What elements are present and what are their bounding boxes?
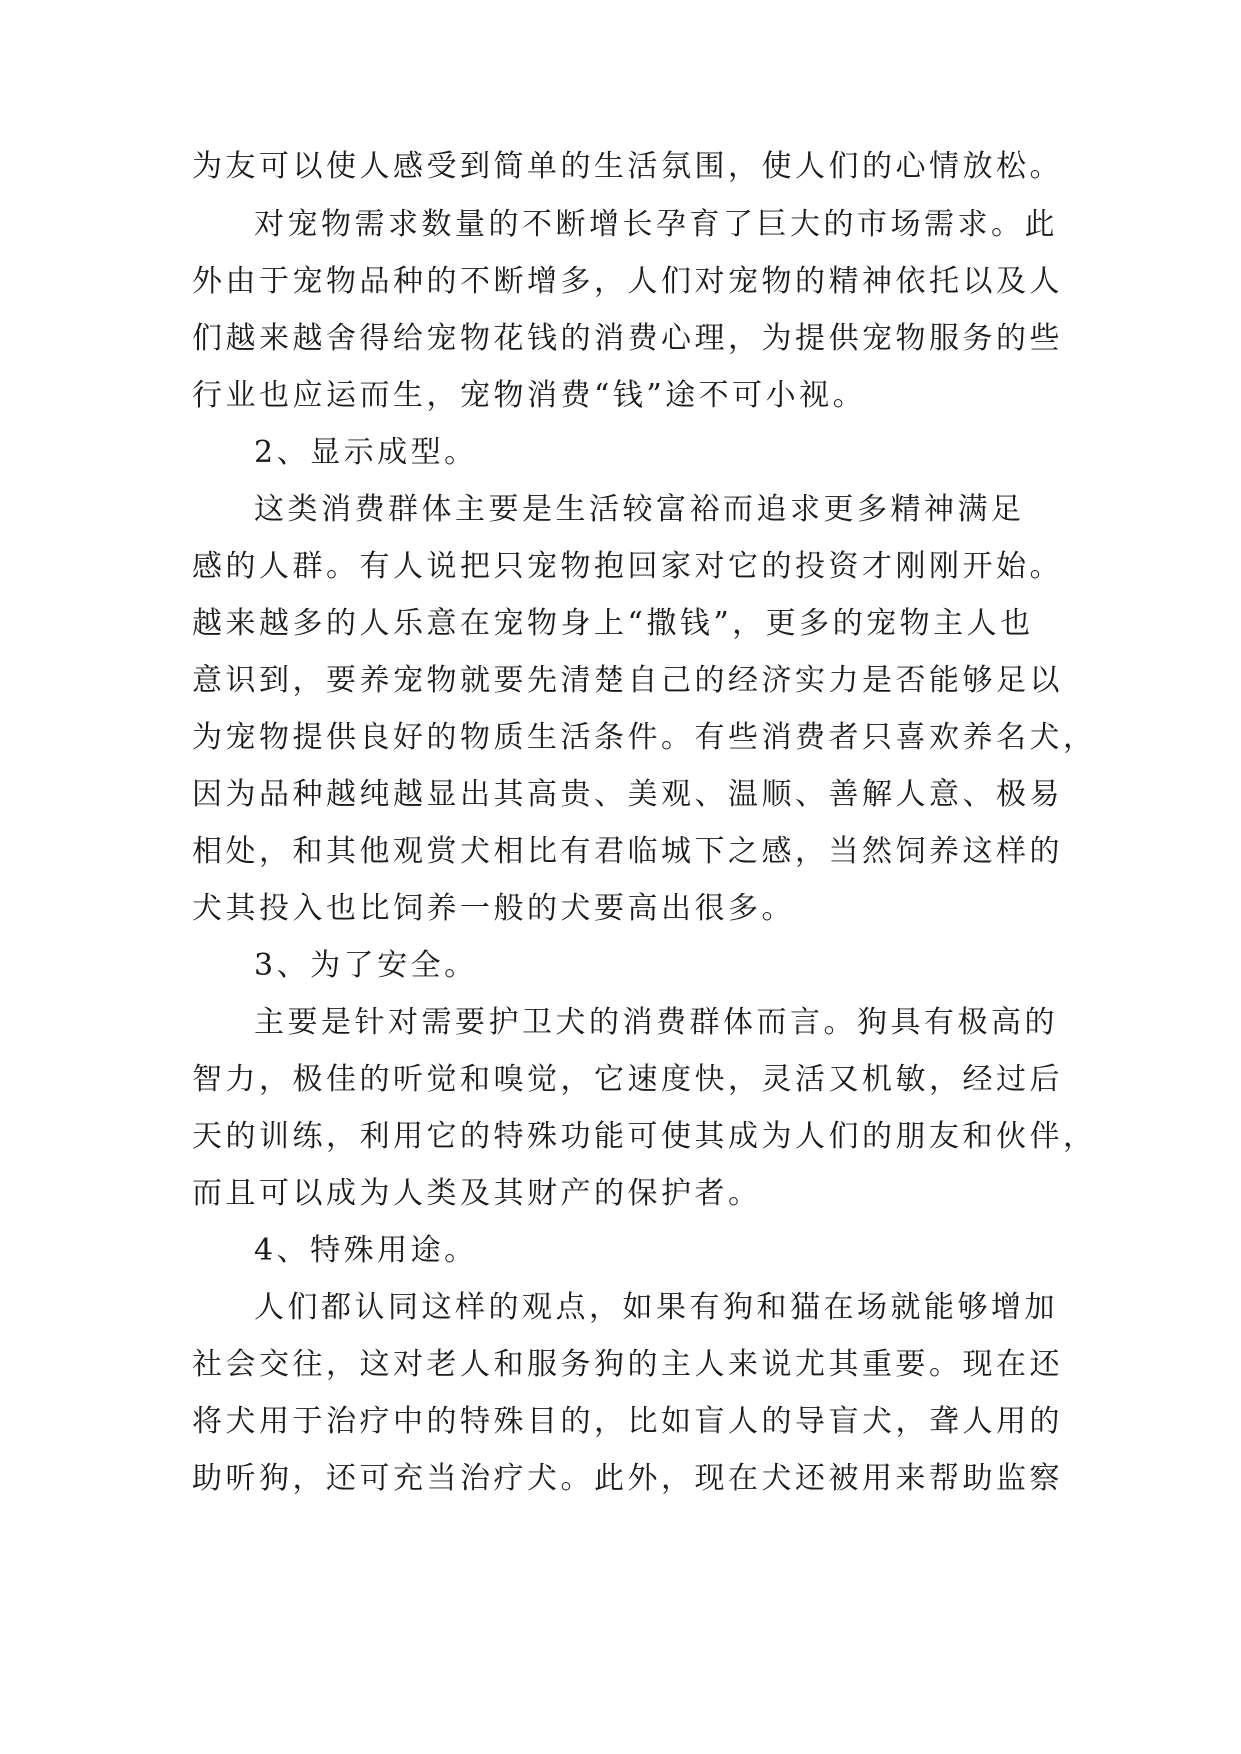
text-line: 犬其投入也比饲养一般的犬要高出很多。	[192, 891, 795, 926]
section-heading: 4、特殊用途。	[254, 1233, 478, 1268]
text-line: 外由于宠物品种的不断增多，人们对宠物的精神依托以及人	[192, 264, 1063, 299]
text-line: 而且可以成为人类及其财产的保护者。	[192, 1176, 762, 1211]
text-line: 感的人群。有人说把只宠物抱回家对它的投资才刚刚开始。	[192, 549, 1063, 584]
text-line: 将犬用于治疗中的特殊目的，比如盲人的导盲犬，聋人用的	[192, 1404, 1063, 1439]
text-line: 意识到，要养宠物就要先清楚自己的经济实力是否能够足以	[192, 663, 1063, 698]
text-line: 助听狗，还可充当治疗犬。此外，现在犬还被用来帮助监察	[192, 1461, 1063, 1496]
text-line: 天的训练，利用它的特殊功能可使其成为人们的朋友和伙伴，	[192, 1119, 1097, 1154]
text-line: 为宠物提供良好的物质生活条件。有些消费者只喜欢养名犬，	[192, 720, 1097, 755]
text-line: 行业也应运而生，宠物消费“钱”途不可小视。	[192, 378, 867, 413]
section-heading: 2、显示成型。	[254, 435, 478, 470]
text-line: 社会交往，这对老人和服务狗的主人来说尤其重要。现在还	[192, 1347, 1063, 1382]
section-heading: 3、为了安全。	[254, 948, 478, 983]
paragraph-first-line: 对宠物需求数量的不断增长孕育了巨大的市场需求。此	[254, 207, 1058, 242]
paragraph-first-line: 主要是针对需要护卫犬的消费群体而言。狗具有极高的	[254, 1005, 1058, 1040]
text-line: 相处，和其他观赏犬相比有君临城下之感，当然饲养这样的	[192, 834, 1063, 869]
text-line: 智力，极佳的听觉和嗅觉，它速度快，灵活又机敏，经过后	[192, 1062, 1063, 1097]
paragraph-first-line: 人们都认同这样的观点，如果有狗和猫在场就能够增加	[254, 1290, 1058, 1325]
text-line: 为友可以使人感受到简单的生活氛围，使人们的心情放松。	[192, 149, 1063, 184]
text-line: 越来越多的人乐意在宠物身上“撒钱”，更多的宠物主人也	[192, 606, 1034, 641]
paragraph-first-line: 这类消费群体主要是生活较富裕而追求更多精神满足	[254, 492, 1025, 527]
text-line: 因为品种越纯越显出其高贵、美观、温顺、善解人意、极易	[192, 777, 1063, 812]
text-line: 们越来越舍得给宠物花钱的消费心理，为提供宠物服务的些	[192, 321, 1063, 356]
